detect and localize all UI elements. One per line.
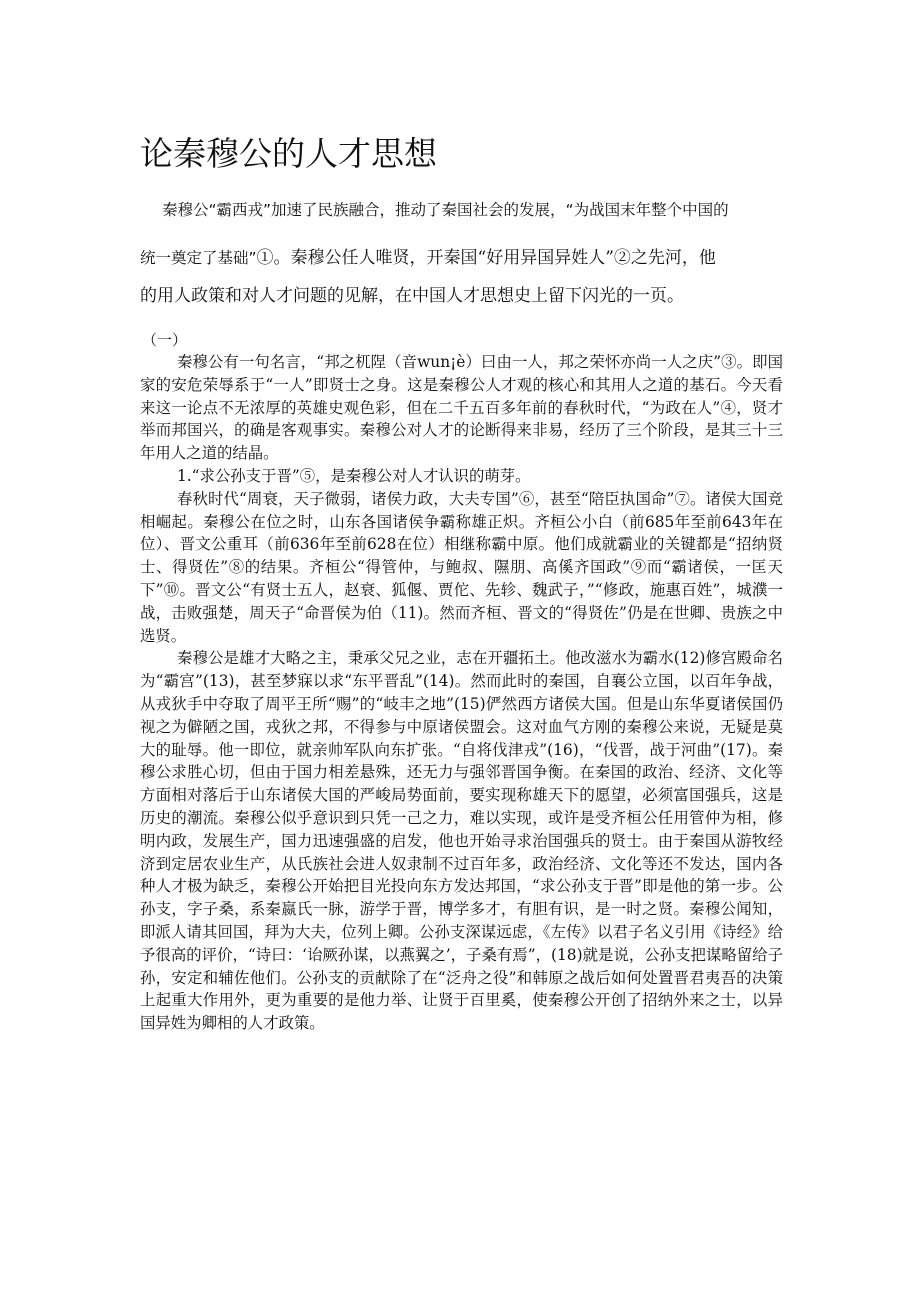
paragraph-1: 秦穆公有一句名言，“邦之杌陧（音wun¡è）曰由一人，邦之荣怀亦尚一人之庆”③。即国家的安危荣辱系于“一人”即贤士之身。这是秦穆公人才观的核心和其用人之道的基石。今天看来这一论点不无浓厚的英雄史观色彩，但在二千五百多年前的春秋时代，“为政在人”④，贤才举而邦国兴，的确是客观事实。秦穆公对人才的论断得来非易，经历了三个阶段，是其三十三年用人之道的结晶。 bbox=[140, 353, 783, 463]
intro-line-2-rest: ①。秦穆公任人唯贤，开秦国“好用异国异姓人”②之先河，他 bbox=[256, 248, 716, 268]
intro-line-2-bold: 统一奠定了基础” bbox=[140, 249, 257, 267]
paragraph-4: 秦穆公是雄才大略之主，秉承父兄之业，志在开疆拓土。他改滋水为霸水(12)修宫殿命名为“霸宫”(13)，甚至梦寐以求“东平晋乱”(14)。然而此时的秦国，自襄公立国，以百年争战，从戎狄手中夺取了周平王所“赐”的“岐丰之地”(15)俨然西方诸侯大国。但是山东华夏诸侯国仍视之为僻陋之国，戎狄之邦，不得参与中原诸侯盟会。这对血气方刚的秦穆公来说，无疑是莫大的耻辱。他一即位，就亲帅军队向东扩张。“自将伐津戎”(16)，“伐晋，战于河曲”(17)。秦穆公求胜心切，但由于国力相差悬殊，还无力与强邻晋国争衡。在秦国的政治、经济、文化等方面相对落后于山东诸侯大国的严峻局势面前，要实现称雄天下的愿望，必须富国强兵，这是历史的潮流。秦穆公似乎意识到只凭一己之力，难以实现，或许是受齐桓公任用管仲为相，修明内政，发展生产，国力迅速强盛的启发，他也开始寻求治国强兵的贤士。由于秦国从游牧经济到定居农业生产，从氏族社会进人奴隶制不过百年多，政治经济、文化等还不发达，国内各种人才极为缺乏，秦穆公开始把目光投向东方发达邦国，“求公孙支于晋”即是他的第一步。公孙支，字子桑，系秦嬴氏一脉，游学于晋，博学多才，有胆有识，是一时之贤。秦穆公闻知，即派人请其回国，拜为大夫，位列上卿。公孙支深谋远虑，《左传》以君子名义引用《诗经》给予很高的评价，“诗曰：‘诒厥孙谋，以燕翼之’，子桑有焉”，(18)就是说，公孙支把谋略留给子孙，安定和辅佐他们。公孙支的贡献除了在“泛舟之役”和韩原之战后如何处置晋君夷吾的决策上起重大作用外，更为重要的是他力举、让贤于百里奚，使秦穆公开创了招纳外来之士，以异国异姓为卿相的人才政策。 bbox=[140, 649, 783, 1033]
paragraph-2: 1.“求公孙支于晋”⑤，是秦穆公对人才认识的萌芽。 bbox=[176, 466, 531, 485]
section-heading: （一） bbox=[142, 331, 188, 349]
body-text bbox=[140, 351, 783, 1035]
page-title: 论秦穆公的人才思想 bbox=[140, 134, 437, 173]
intro-line-1: 秦穆公“霸西戎”加速了民族融合，推动了秦国社会的发展，“为战国末年整个中国的 bbox=[162, 201, 729, 219]
intro-line-2 bbox=[140, 248, 716, 268]
intro-line-3: 的用人政策和对人才问题的见解，在中国人才思想史上留下闪光的一页。 bbox=[140, 286, 684, 306]
paragraph-3: 春秋时代“周衰，天子微弱，诸侯力政，大夫专国”⑥，甚至“陪臣执国命”⑦。诸侯大国竞相崛起。秦穆公在位之时，山东各国诸侯争霸称雄正炽。齐桓公小白（前685年至前643年在位）、晋文公重耳（前636年至前628在位）相继称霸中原。他们成就霸业的关键都是“招纳贤士、得贤佐”⑧的结果。齐桓公“得管仲，与鲍叔、隰朋、高傒齐国政”⑨而“霸诸侯，一匡天下”⑩。晋文公“有贤士五人，赵衰、狐偃、贾佗、先轸、魏武子，”“修政，施惠百姓”，城濮一战，击败强楚，周天子“命晋侯为伯（11)。然而齐桓、晋文的“得贤佐”仍是在世卿、贵族之中选贤。 bbox=[140, 489, 783, 645]
